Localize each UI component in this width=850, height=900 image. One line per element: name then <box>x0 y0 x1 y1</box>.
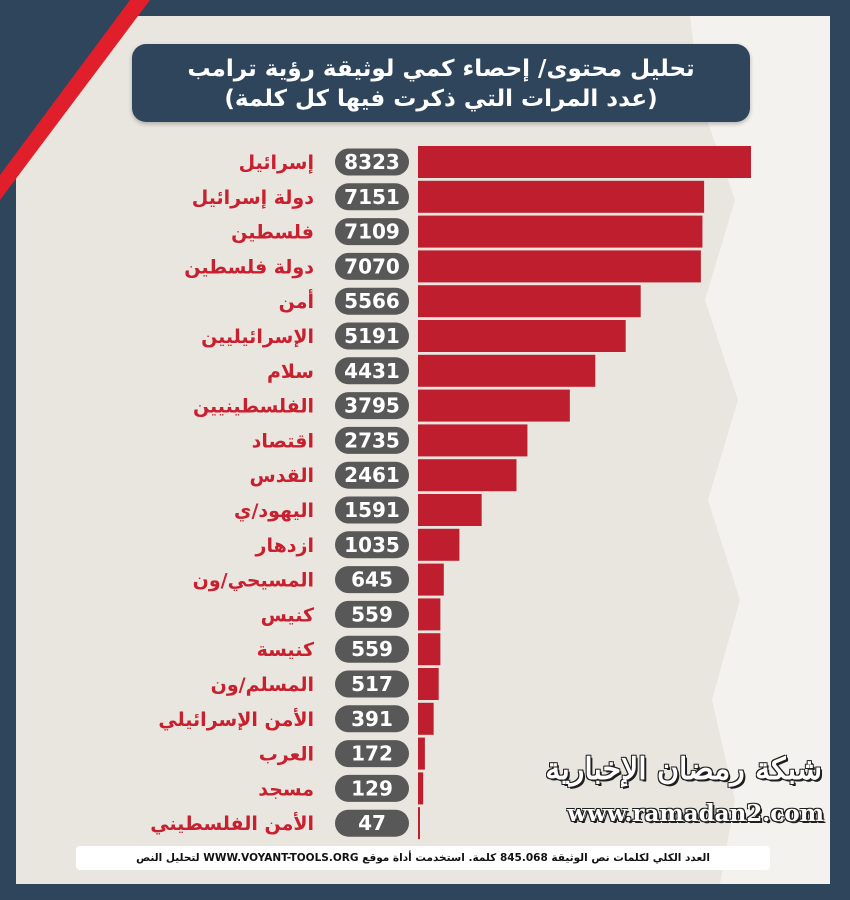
category-label: الإسرائيليين <box>201 326 314 348</box>
data-label: 5566 <box>344 289 400 314</box>
bar <box>418 181 704 213</box>
category-label: القدس <box>249 465 314 488</box>
data-label: 3795 <box>344 393 400 418</box>
bar <box>418 424 527 456</box>
data-label: 559 <box>351 602 393 627</box>
data-label: 517 <box>351 672 393 696</box>
bar <box>418 146 751 178</box>
data-label: 129 <box>351 776 393 801</box>
category-label: الأمن الإسرائيلي <box>158 708 314 731</box>
bar <box>418 564 444 596</box>
category-label: الفلسطينيين <box>192 395 314 418</box>
data-label: 645 <box>351 567 393 592</box>
category-label: دولة فلسطين <box>184 256 314 279</box>
watermark-name: شبكة رمضان الإخبارية <box>545 752 822 787</box>
category-label: سلام <box>266 360 314 383</box>
bar <box>418 738 425 770</box>
data-label: 559 <box>351 637 393 662</box>
bar <box>418 390 570 422</box>
category-label: العرب <box>258 743 314 766</box>
category-label: أمن <box>278 291 314 314</box>
data-label: 7151 <box>344 184 400 209</box>
category-label: المسيحي/ون <box>192 569 314 592</box>
data-label: 7070 <box>344 254 400 279</box>
data-label: 2461 <box>344 463 400 488</box>
bar <box>418 772 423 804</box>
category-label: مسجد <box>258 778 314 801</box>
data-label: 4431 <box>344 358 400 383</box>
bar <box>418 459 516 491</box>
data-label: 172 <box>351 741 393 766</box>
bar <box>418 355 595 387</box>
bar <box>418 250 701 282</box>
bar <box>418 633 440 665</box>
category-label: اقتصاد <box>251 430 314 453</box>
bar <box>418 216 702 248</box>
footer-note: العدد الكلي لكلمات نص الوثيقة 845.068 كلمة. استخدمت أداة موقع WWW.VOYANT-TOOLS.ORG لتحليل النص <box>76 846 770 870</box>
category-label: اليهود/ي <box>234 500 314 522</box>
category-label: ازدهار <box>255 534 314 557</box>
data-label: 8323 <box>344 150 400 174</box>
bar <box>418 668 439 700</box>
category-label: المسلم/ون <box>210 674 314 696</box>
data-label: 391 <box>351 706 393 731</box>
bar <box>418 703 434 735</box>
category-label: كنيس <box>260 604 314 627</box>
data-label: 1035 <box>344 532 400 557</box>
category-label: الأمن الفلسطيني <box>150 813 314 836</box>
category-label: فلسطين <box>231 221 314 244</box>
bar <box>418 285 641 317</box>
category-label: دولة إسرائيل <box>191 186 314 209</box>
chart-subtitle: (عدد المرات التي ذكرت فيها كل كلمة) <box>224 86 658 112</box>
category-label: كنيسة <box>256 639 314 662</box>
data-label: 7109 <box>344 219 400 244</box>
bar <box>418 598 440 630</box>
data-label: 47 <box>358 811 386 836</box>
bar <box>418 529 459 561</box>
data-label: 5191 <box>344 324 400 348</box>
watermark-url: www.ramadan2.com <box>567 800 824 827</box>
bar <box>418 807 420 839</box>
bar <box>418 320 626 352</box>
chart-title: تحليل محتوى/ إحصاء كمي لوثيقة رؤية ترامب <box>187 56 695 82</box>
bar <box>418 494 482 526</box>
data-label: 1591 <box>344 498 400 522</box>
data-label: 2735 <box>344 428 400 453</box>
category-label: إسرائيل <box>238 152 314 174</box>
